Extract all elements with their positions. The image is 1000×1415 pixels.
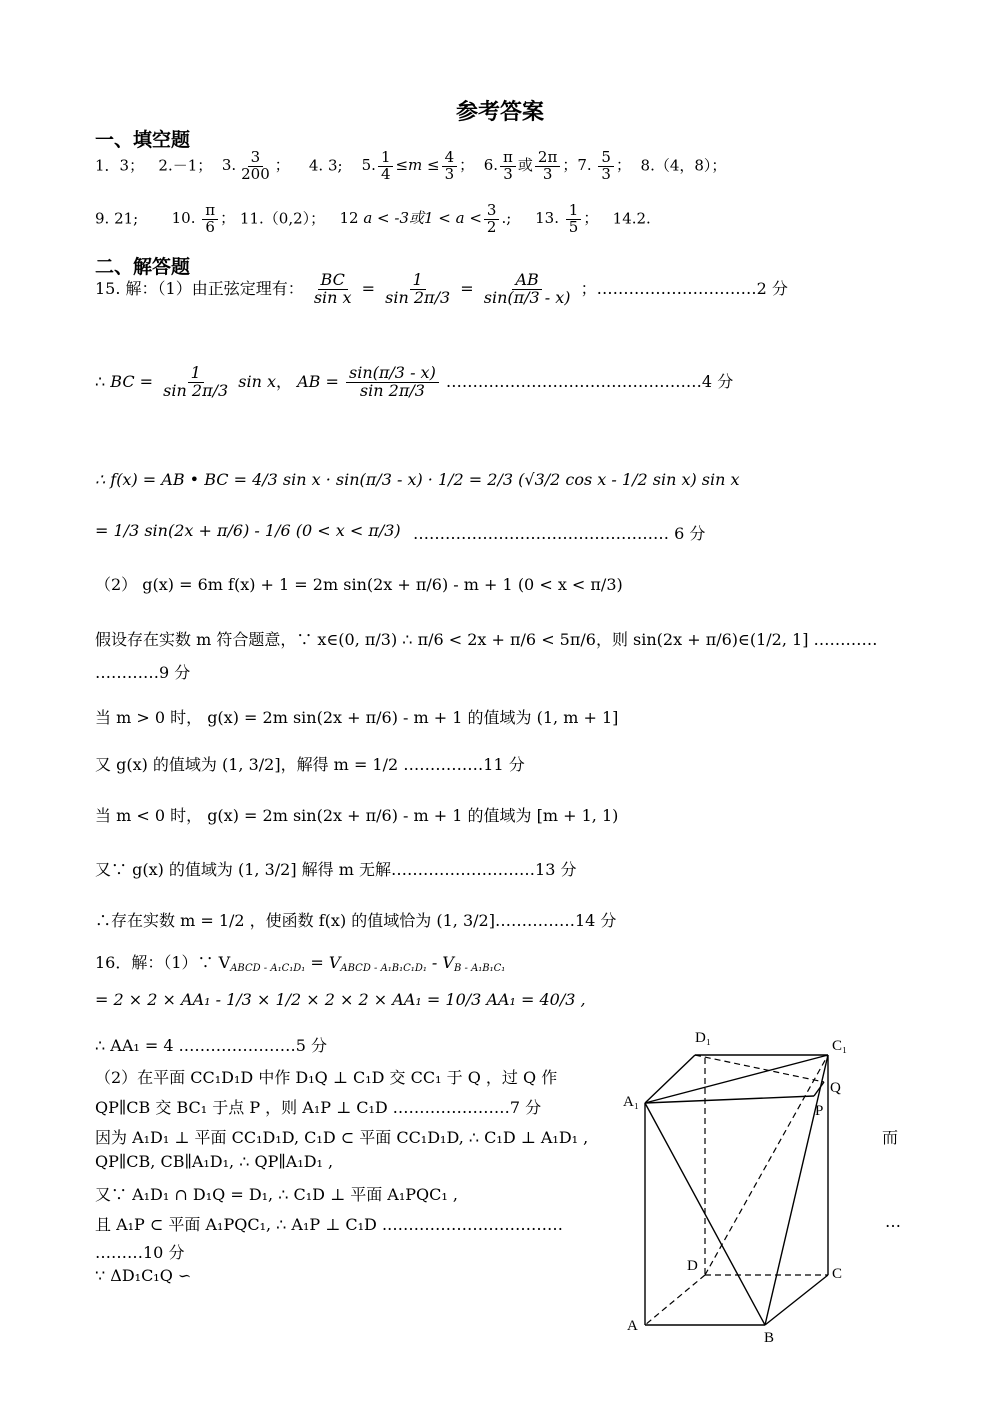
answer-9: 9. 21;	[95, 209, 139, 228]
p15-line-6: 假设存在实数 m 符合题意，∵ x∈(0, π/3) ∴ π/6 < 2x + π/6 < 5π/6，则 sin(2x + π/6)∈(1/2, 1] …………	[95, 630, 878, 649]
p15-line-10: 又∵ g(x) 的值域为 (1, 3/2] 解得 m 无解………………………13 分	[95, 860, 577, 879]
p16-line-2: = 2 × 2 × AA₁ - 1/3 × 1/2 × 2 × 2 × AA₁ = 10/3 AA₁ = 40/3 ,	[95, 990, 586, 1009]
label-a1: A₁	[623, 1094, 640, 1110]
p16-line-6: 因为 A₁D₁ ⊥ 平面 CC₁D₁D, C₁D ⊂ 平面 CC₁D₁D, ∴ C₁D ⊥ A₁D₁ ,	[95, 1128, 589, 1147]
p16-line-7: QP∥CB, CB∥A₁D₁, ∴ QP∥A₁D₁ ,	[95, 1152, 334, 1171]
p15-line-4-score: ………………………………………… 6 分	[413, 524, 706, 543]
p16-line-11: ∵ ΔD₁C₁Q ∽	[95, 1266, 192, 1285]
p15-line-7: 当 m > 0 时， g(x) = 2m sin(2x + π/6) - m + 1 的值域为 (1, m + 1]	[95, 708, 619, 727]
fill-answers-row-2	[95, 203, 651, 236]
answer-14: 14.2.	[612, 209, 651, 228]
answer-11: 11.（0,2）；	[239, 209, 326, 228]
label-c: C	[832, 1266, 843, 1282]
label-b: B	[764, 1330, 775, 1346]
section-solve-heading: 二、解答题	[95, 256, 191, 278]
answer-5: 5. $\frac{1}{4}$ ≤m ≤ $\frac{4}{3}$ ；	[361, 148, 475, 183]
section-fill-heading: 一、填空题	[95, 129, 191, 151]
p15-line-1: 15. 解：（1）由正弦定理有： $\frac{BC}{\text{sin x}}$ = $\frac{1}{\sin 2\pi/3}$ = $\frac{AB}{\sin(\pi/3 - x)}$ ；…………………………2 分	[95, 270, 788, 307]
p16-line-1: 16．解：（1）∵ $V_{ABCD - A_1C_1D_1} = V_{ABCD - A_1B_1C_1D_1} - V_{B - A_1B_1C_1}$	[95, 953, 506, 974]
p15-line-5: （2） g(x) = 6m f(x) + 1 = 2m sin(2x + π/6) - m + 1 (0 < x < π/3)	[95, 575, 623, 594]
label-q: Q	[830, 1080, 841, 1096]
p15-line-4: = 1/3 sin(2x + π/6) - 1/6 (0 < x < π/3)	[95, 521, 401, 540]
label-p: P	[815, 1103, 824, 1119]
label-d: D	[687, 1258, 698, 1274]
answer-12: 12 a < -3或1 < a < $\frac{3}{2}$ .;	[339, 201, 512, 236]
label-d1: D₁	[695, 1030, 712, 1046]
p15-line-9: 当 m < 0 时， g(x) = 2m sin(2x + π/6) - m + 1 的值域为 [m + 1, 1)	[95, 806, 619, 825]
page-title: 参考答案	[455, 99, 544, 125]
prism-solid-edges	[645, 1055, 828, 1325]
p16-line-9: 且 A₁P ⊂ 平面 A₁PQC₁, ∴ A₁P ⊥ C₁D .……………………………	[95, 1215, 564, 1234]
fill-answers-row-1	[95, 150, 726, 183]
answer-8: 8.（4，8）；	[640, 156, 727, 175]
answer-13: 13. $\frac{1}{5}$ ；	[535, 201, 599, 236]
p16-line-8: 又∵ A₁D₁ ∩ D₁Q = D₁, ∴ C₁D ⊥ 平面 A₁PQC₁ ,	[95, 1185, 458, 1204]
answer-1: 1．3；	[95, 156, 145, 175]
p15-line-8: 又 g(x) 的值域为 (1, 3/2]，解得 m = 1/2 ……………11 分	[95, 755, 525, 774]
p16-line-10: ………10 分	[95, 1243, 185, 1262]
p16-line-6-right: 而	[882, 1128, 899, 1147]
answer-2: 2.－1；	[158, 156, 213, 175]
label-c1: C₁	[832, 1038, 848, 1054]
answer-7: $\frac{5}{3}$ ；	[596, 156, 631, 174]
answer-3: 3. $\frac{3}{200}$ ；	[221, 148, 290, 183]
prism-figure	[610, 1020, 870, 1350]
label-a: A	[627, 1318, 638, 1334]
p15-line-6b: …………9 分	[95, 663, 191, 682]
p16-line-5: QP∥CB 交 BC₁ 于点 P ，则 A₁P ⊥ C₁D .…………………7 分	[95, 1098, 542, 1117]
p16-line-4: （2）在平面 CC₁D₁D 中作 D₁Q ⊥ C₁D 交 CC₁ 于 Q ，过 Q 作	[95, 1068, 558, 1087]
answer-10: 10. $\frac{\pi}{6}$ ；	[171, 201, 236, 236]
p16-line-3: ∴ AA₁ = 4 .…………………5 分	[95, 1036, 327, 1055]
p16-line-9-right: …	[885, 1212, 901, 1231]
answer-4: 4. 3;	[308, 156, 343, 175]
answer-6: 6. $\frac{\pi}{3}$ 或 $\frac{2\pi}{3}$ ；7.	[483, 148, 592, 183]
p15-line-2: ∴ BC = $\frac{1}{\sin 2\pi/3}$ sin x， AB = $\frac{\sin(\pi/3 - x)}{\sin 2\pi/3}$ …………………………………………4 分	[95, 363, 734, 400]
p15-line-11: ∴存在实数 m = 1/2 ，使函数 f(x) 的值域恰为 (1, 3/2]……………14 分	[95, 911, 617, 930]
p15-line-3: ∴ f(x) = AB • BC = 4/3 sin x · sin(π/3 - x) · 1/2 = 2/3 (√3/2 cos x - 1/2 sin x) sin x	[95, 470, 740, 489]
